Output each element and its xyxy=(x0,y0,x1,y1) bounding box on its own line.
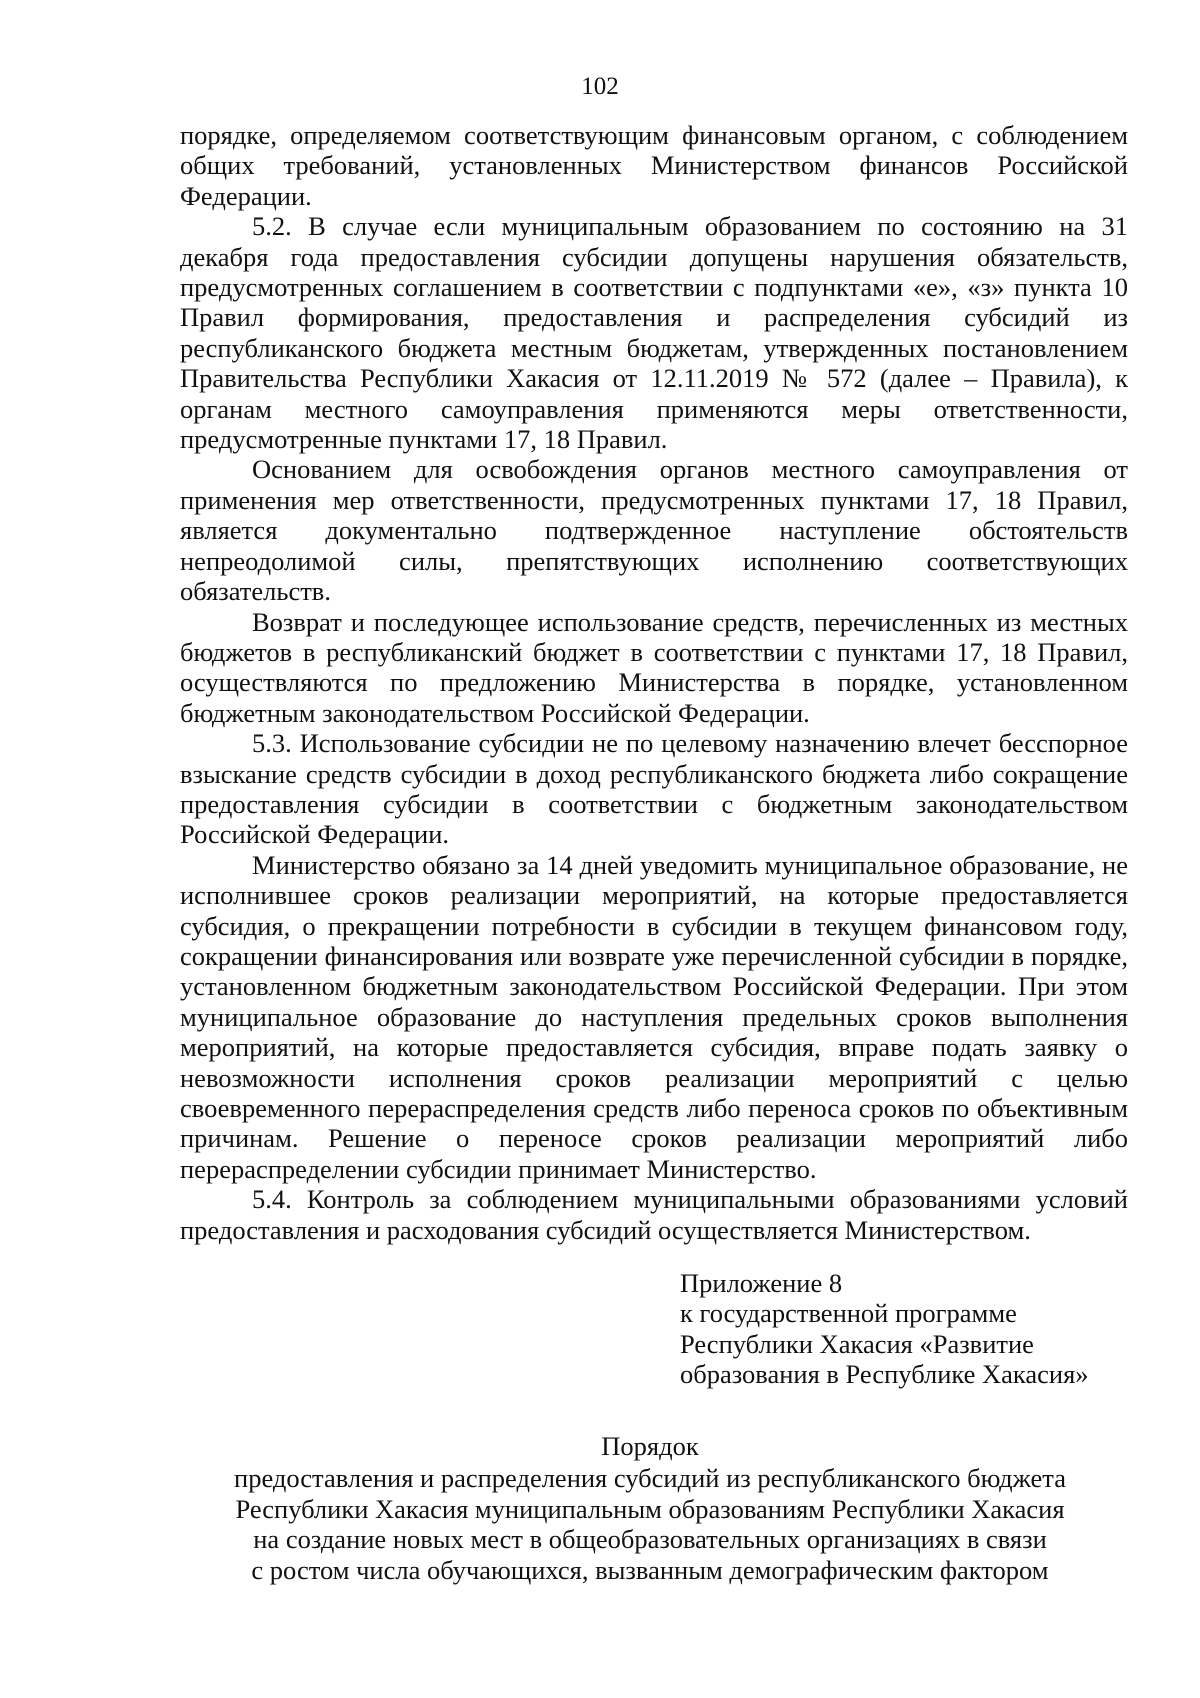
procedure-heading: Порядок xyxy=(601,1431,699,1461)
page-number: 102 xyxy=(581,73,619,100)
appendix-line: к государственной программе xyxy=(680,1298,1017,1329)
procedure-subtitle-line: на создание новых мест в общеобразовательных организациях в связи xyxy=(253,1524,1047,1555)
appendix-line: Республики Хакасия «Развитие xyxy=(680,1328,1034,1359)
appendix-reference xyxy=(680,1268,1140,1390)
procedure-subtitle-line: Республики Хакасия муниципальным образованиям Республики Хакасия xyxy=(235,1493,1065,1524)
paragraph: 5.2. В случае если муниципальным образованием по состоянию на 31 декабря года предоставления субсидии допущены нарушения обязательств, предусмотренных соглашением в соответствии с подпунктами «е», «з» пункта 10 Правил формирования, предоставления и распределения субсидий из республиканского бюджета местным бюджетам, утвержденных постановлением Правительства Республики Хакасия от 12.11.2019 № 572 (далее – Правила), к органам местного самоуправления применяются меры ответственности, предусмотренные пунктами 17, 18 Правил. xyxy=(180,211,1128,455)
paragraph: Основанием для освобождения органов местного самоуправления от применения мер ответственности, предусмотренных пунктами 17, 18 Правил, является документально подтвержденное наступление обстоятельств непреодолимой силы, препятствующих исполнению соответствующих обязательств. xyxy=(180,454,1128,607)
paragraph: порядке, определяемом соответствующим финансовым органом, с соблюдением общих требований, установленных Министерством финансов Российской Федерации. xyxy=(180,120,1128,211)
paragraph: 5.4. Контроль за соблюдением муниципальными образованиями условий предоставления и расходования субсидий осуществляется Министерством. xyxy=(180,1184,1128,1245)
procedure-subtitle-line: с ростом числа обучающихся, вызванным демографическим фактором xyxy=(251,1554,1049,1585)
procedure-subtitle-line: предоставления и распределения субсидий из республиканского бюджета xyxy=(234,1463,1066,1494)
procedure-title xyxy=(160,1431,1140,1585)
appendix-line: образования в Республике Хакасия» xyxy=(680,1359,1089,1390)
paragraph: Министерство обязано за 14 дней уведомить муниципальное образование, не исполнившее сроков реализации мероприятий, на которые предоставляется субсидия, о прекращении потребности в субсидии в текущем финансовом году, сокращении финансирования или возврате уже перечисленной субсидии в порядке, установленном бюджетным законодательством Российской Федерации. При этом муниципальное образование до наступления предельных сроков выполнения мероприятий, на которые предоставляется субсидия, вправе подать заявку о невозможности исполнения сроков реализации мероприятий с целью своевременного перераспределения средств либо переноса сроков по объективным причинам. Решение о переносе сроков реализации мероприятий либо перераспределении субсидии принимает Министерство. xyxy=(180,849,1128,1184)
paragraph: Возврат и последующее использование средств, перечисленных из местных бюджетов в республиканский бюджет в соответствии с пунктами 17, 18 Правил, осуществляются по предложению Министерства в порядке, установленном бюджетным законодательством Российской Федерации. xyxy=(180,606,1128,728)
body-text xyxy=(180,120,1128,1245)
appendix-line: Приложение 8 xyxy=(680,1268,843,1298)
paragraph: 5.3. Использование субсидии не по целевому назначению влечет бесспорное взыскание средств субсидии в доход республиканского бюджета либо сокращение предоставления субсидии в соответствии с бюджетным законодательством Российской Федерации. xyxy=(180,728,1128,850)
